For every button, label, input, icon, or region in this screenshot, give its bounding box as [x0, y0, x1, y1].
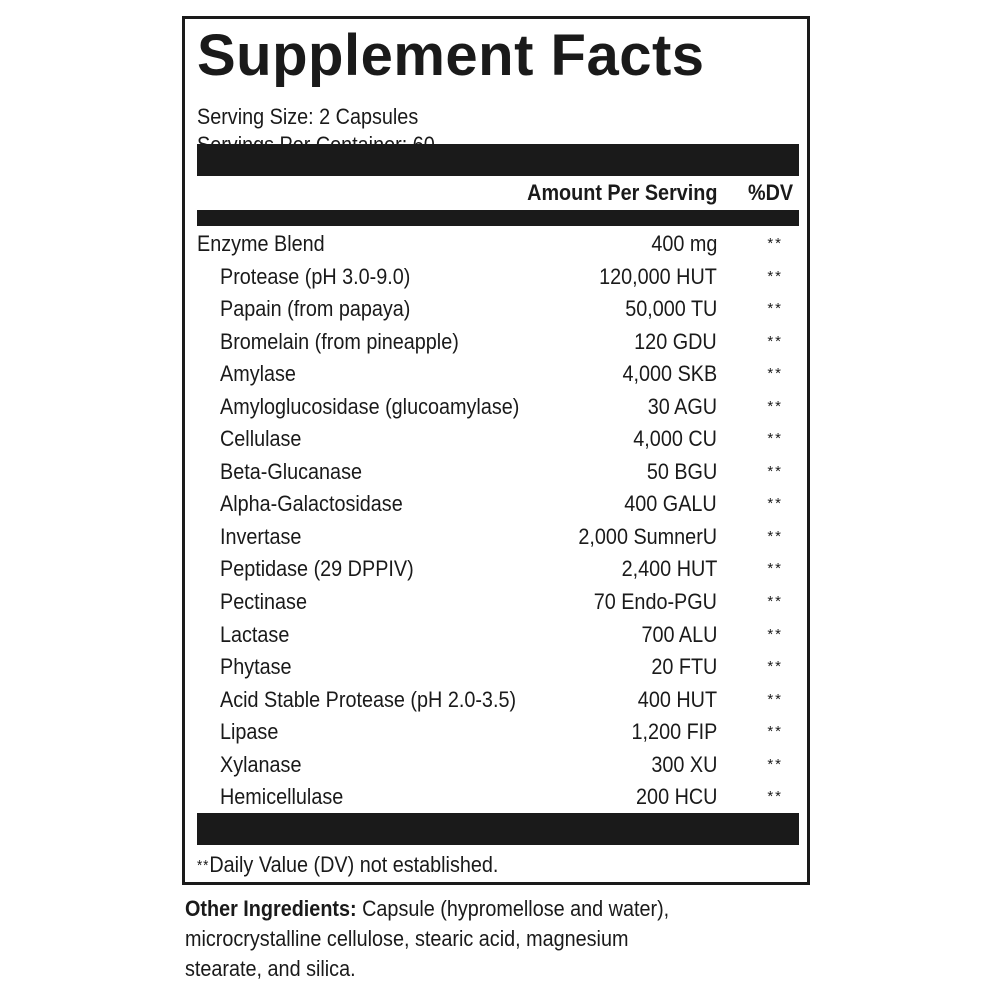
ingredient-row: [185, 651, 807, 684]
footnote-mark: **: [197, 857, 210, 874]
ingredient-row: [185, 423, 807, 456]
ingredient-amount: 4,000 CU: [633, 426, 717, 452]
ingredient-row: [185, 619, 807, 652]
other-ingredients-line-1: [185, 894, 761, 924]
ingredient-dv: **: [767, 690, 783, 708]
ingredient-name: Enzyme Blend: [197, 231, 325, 256]
ingredient-amount: 400 GALU: [624, 491, 717, 517]
ingredient-name: Acid Stable Protease (pH 2.0-3.5): [220, 686, 517, 712]
other-ingredients-line-3: stearate, and silica.: [185, 956, 356, 981]
blend-row: [185, 228, 807, 261]
ingredient-name: Papain (from papaya): [220, 296, 411, 322]
header-divider: [197, 210, 799, 226]
ingredient-row: [185, 684, 807, 717]
ingredient-row: [185, 293, 807, 326]
ingredient-amount: 2,400 HUT: [621, 556, 717, 582]
ingredient-dv: **: [767, 397, 783, 415]
ingredient-dv: **: [767, 462, 783, 480]
ingredient-amount: 700 ALU: [641, 621, 717, 647]
ingredient-amount: 50 BGU: [646, 458, 717, 484]
ingredient-amount: 70 Endo-PGU: [593, 589, 717, 615]
ingredient-row: [185, 456, 807, 489]
thick-divider-bottom: [197, 813, 799, 845]
ingredient-row: [185, 749, 807, 782]
ingredient-amount: 400 HUT: [637, 686, 717, 712]
thick-divider-top: [197, 144, 799, 176]
other-ingredients-line-2: microcrystalline cellulose, stearic acid, magnesium: [185, 926, 629, 951]
daily-value-header: %DV: [747, 180, 793, 205]
other-ingredients-label: Other Ingredients:: [185, 896, 357, 921]
dv-footnote: [197, 852, 498, 881]
ingredient-dv: **: [767, 560, 783, 578]
ingredient-list: [185, 228, 807, 814]
ingredient-row: [185, 391, 807, 424]
ingredient-amount: 4,000 SKB: [622, 361, 717, 387]
ingredient-name: Amylase: [220, 361, 296, 387]
ingredient-name: Peptidase (29 DPPIV): [220, 556, 414, 582]
ingredient-dv: **: [767, 593, 783, 611]
ingredient-name: Amyloglucosidase (glucoamylase): [220, 393, 520, 419]
ingredient-dv: **: [767, 332, 783, 350]
ingredient-row: [185, 586, 807, 619]
ingredient-row: [185, 326, 807, 359]
panel-title: Supplement Facts: [197, 23, 705, 88]
ingredient-amount: 2,000 SumnerU: [578, 523, 717, 549]
ingredient-name: Invertase: [220, 523, 302, 549]
ingredient-amount: 300 XU: [650, 751, 717, 777]
ingredient-name: Protease (pH 3.0-9.0): [220, 263, 411, 289]
ingredient-dv: **: [767, 755, 783, 773]
serving-size: Serving Size: 2 Capsules: [197, 104, 419, 129]
ingredient-amount: 200 HCU: [635, 784, 717, 810]
ingredient-amount: 1,200 FIP: [631, 719, 717, 745]
ingredient-name: Lactase: [220, 621, 290, 647]
ingredient-name: Phytase: [220, 654, 292, 680]
ingredient-dv: **: [767, 430, 783, 448]
ingredient-row: [185, 261, 807, 294]
ingredient-dv: **: [767, 625, 783, 643]
ingredient-amount: 30 AGU: [647, 393, 717, 419]
other-ingredients-text-1: Capsule (hypromellose and water),: [356, 896, 670, 921]
ingredient-name: Hemicellulase: [220, 784, 344, 810]
ingredient-name: Pectinase: [220, 589, 307, 615]
ingredient-row: [185, 358, 807, 391]
ingredient-name: Cellulase: [220, 426, 302, 452]
ingredient-row: [185, 716, 807, 749]
ingredient-name: Alpha-Galactosidase: [220, 491, 403, 517]
footnote-text: Daily Value (DV) not established.: [209, 852, 499, 877]
ingredient-amount: 120,000 HUT: [599, 263, 717, 289]
ingredient-amount: 50,000 TU: [624, 296, 717, 322]
other-ingredients: [185, 894, 761, 984]
ingredient-row: [185, 521, 807, 554]
amount-per-serving-header: Amount Per Serving: [526, 180, 717, 205]
ingredient-row: [185, 553, 807, 586]
ingredient-dv: **: [767, 267, 783, 285]
supplement-facts-panel: [182, 16, 810, 885]
ingredient-row: [185, 488, 807, 521]
ingredient-amount: 400 mg: [650, 231, 717, 256]
ingredient-dv: **: [767, 788, 783, 806]
ingredient-amount: 20 FTU: [650, 654, 717, 680]
ingredient-dv: **: [767, 235, 783, 252]
ingredient-row: [185, 781, 807, 814]
ingredient-dv: **: [767, 723, 783, 741]
ingredient-name: Lipase: [220, 719, 279, 745]
ingredient-dv: **: [767, 300, 783, 318]
ingredient-dv: **: [767, 527, 783, 545]
ingredient-dv: **: [767, 365, 783, 383]
ingredient-name: Bromelain (from pineapple): [220, 328, 459, 354]
ingredient-name: Beta-Glucanase: [220, 458, 362, 484]
ingredient-name: Xylanase: [220, 751, 302, 777]
ingredient-dv: **: [767, 495, 783, 513]
ingredient-dv: **: [767, 658, 783, 676]
ingredient-amount: 120 GDU: [634, 328, 717, 354]
